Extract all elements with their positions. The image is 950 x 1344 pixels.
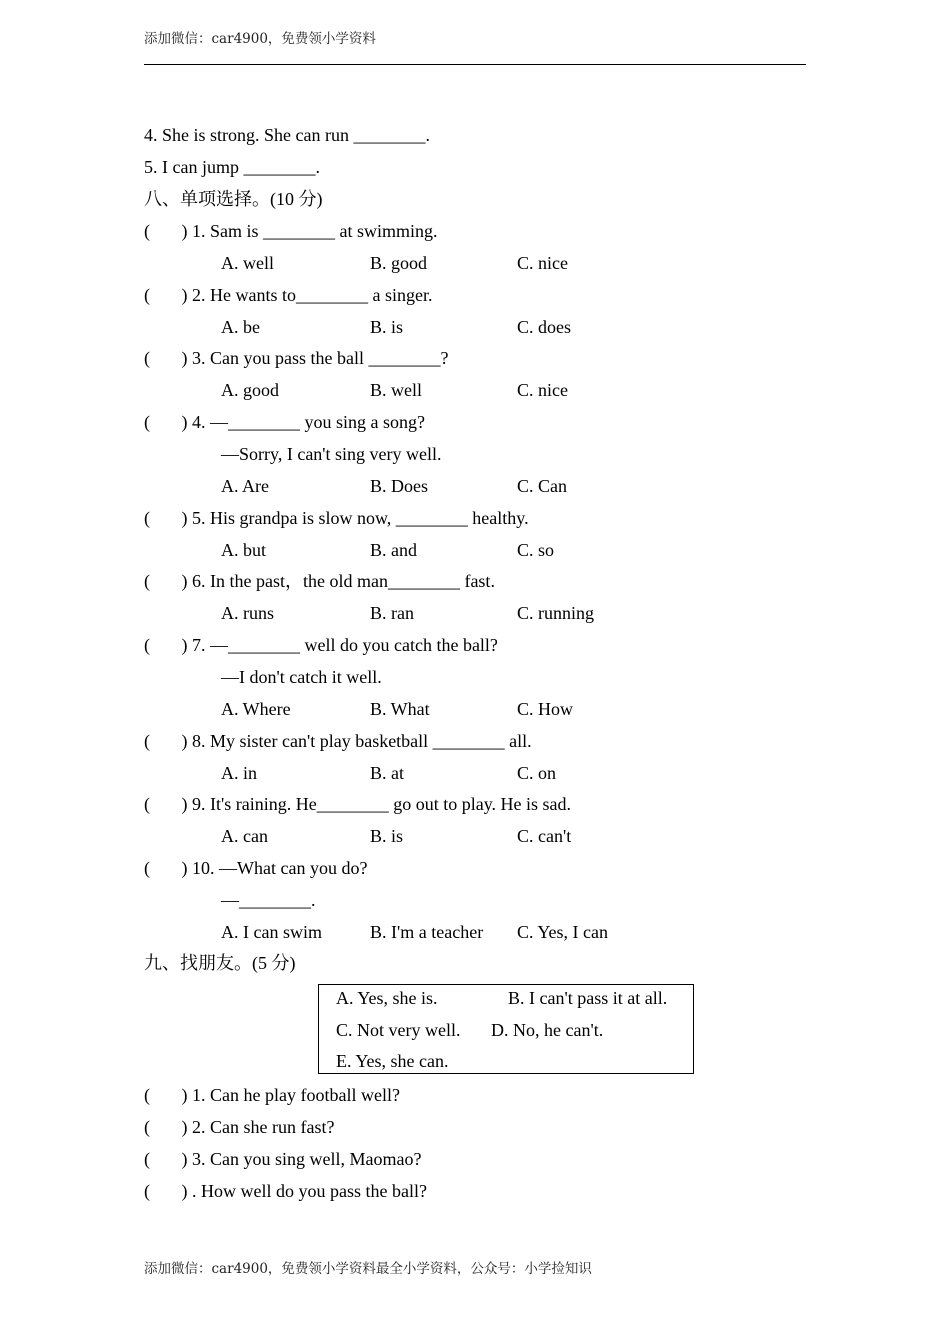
option-c: C. Yes, I can — [517, 922, 609, 942]
question-9-1: ( ) 1. Can he play football well? — [144, 1085, 400, 1105]
question-8-2: ( ) 2. He wants to________ a singer. — [144, 285, 433, 305]
section-9-title: 九、找朋友。(5 分) — [144, 953, 296, 973]
option-b: B. and — [370, 540, 417, 560]
question-9-3: ( ) 3. Can you sing well, Maomao? — [144, 1149, 422, 1169]
question-8-10: ( ) 10. —What can you do? — [144, 858, 368, 878]
option-a: A. Are — [221, 476, 269, 496]
option-c: C. Can — [517, 476, 568, 496]
option-b: B. Does — [370, 476, 428, 496]
option-a: A. I can swim — [221, 922, 322, 942]
question-8-10-reply: —________. — [221, 890, 316, 910]
fill-item-5: 5. I can jump ________. — [144, 157, 320, 177]
answer-choice-c: C. Not very well. — [336, 1020, 461, 1040]
option-c: C. can't — [517, 826, 572, 846]
option-c: C. How — [517, 699, 574, 719]
option-c: C. so — [517, 540, 555, 560]
question-8-9: ( ) 9. It's raining. He________ go out to play. He is sad. — [144, 794, 572, 814]
option-b: B. at — [370, 763, 404, 783]
question-8-6: ( ) 6. In the past，the old man________ fast. — [144, 571, 495, 591]
option-a: A. be — [221, 317, 260, 337]
question-9-4: ( ) . How well do you pass the ball? — [144, 1181, 427, 1201]
option-c: C. running — [517, 603, 595, 623]
question-8-1: ( ) 1. Sam is ________ at swimming. — [144, 221, 438, 241]
option-a: A. can — [221, 826, 268, 846]
question-8-4-reply: —Sorry, I can't sing very well. — [221, 444, 442, 464]
question-8-5: ( ) 5. His grandpa is slow now, ________ healthy. — [144, 508, 529, 528]
option-b: B. What — [370, 699, 430, 719]
option-a: A. Where — [221, 699, 291, 719]
option-c: C. does — [517, 317, 571, 337]
option-b: B. is — [370, 826, 404, 846]
option-b: B. is — [370, 317, 404, 337]
option-b: B. good — [370, 253, 428, 273]
option-c: C. on — [517, 763, 557, 783]
question-8-7: ( ) 7. —________ well do you catch the ball? — [144, 635, 498, 655]
question-8-7-reply: —I don't catch it well. — [221, 667, 382, 687]
page-footer: 添加微信：car4900，免费领小学资料最全小学资料，公众号：小学捡知识 — [144, 1261, 592, 1277]
answer-choice-d: D. No, he can't. — [491, 1020, 604, 1040]
option-a: A. in — [221, 763, 257, 783]
option-b: B. ran — [370, 603, 414, 623]
option-a: A. well — [221, 253, 274, 273]
page-header: 添加微信：car4900，免费领小学资料 — [144, 31, 376, 47]
option-b: B. I'm a teacher — [370, 922, 484, 942]
question-8-3: ( ) 3. Can you pass the ball ________? — [144, 348, 449, 368]
answer-choice-e: E. Yes, she can. — [336, 1051, 449, 1071]
section-8-title: 八、单项选择。(10 分) — [144, 189, 323, 209]
header-divider — [144, 64, 806, 65]
option-a: A. but — [221, 540, 266, 560]
fill-item-4: 4. She is strong. She can run ________. — [144, 125, 430, 145]
option-a: A. runs — [221, 603, 274, 623]
answer-choice-b: B. I can't pass it at all. — [508, 988, 668, 1008]
option-b: B. well — [370, 380, 422, 400]
question-8-8: ( ) 8. My sister can't play basketball ________ all. — [144, 731, 532, 751]
option-c: C. nice — [517, 380, 568, 400]
question-8-4: ( ) 4. —________ you sing a song? — [144, 412, 425, 432]
option-c: C. nice — [517, 253, 568, 273]
answer-choice-a: A. Yes, she is. — [336, 988, 438, 1008]
question-9-2: ( ) 2. Can she run fast? — [144, 1117, 335, 1137]
option-a: A. good — [221, 380, 279, 400]
